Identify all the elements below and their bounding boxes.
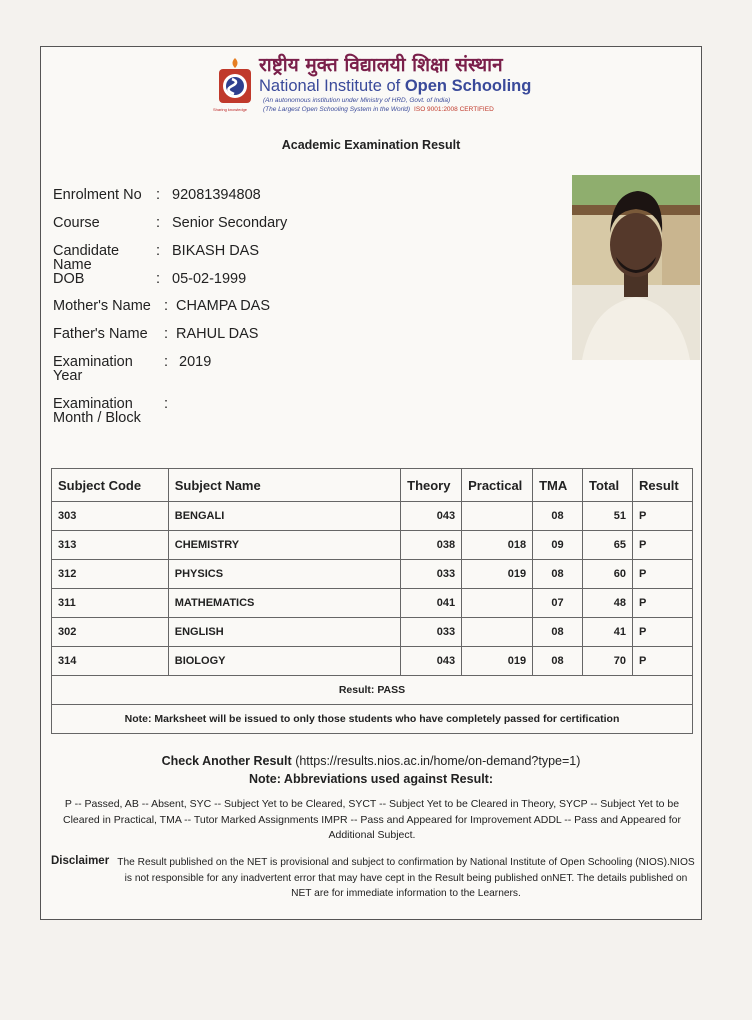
cell-code: 311	[52, 589, 169, 618]
results-table	[51, 468, 693, 734]
cell-tma: 08	[533, 560, 583, 589]
header-result: Result	[632, 469, 692, 502]
info-label: DOB	[53, 271, 85, 287]
cell-total: 51	[583, 502, 633, 531]
cell-total: 41	[583, 618, 633, 647]
info-value: BIKASH DAS	[172, 243, 260, 259]
abbreviation-text: P -- Passed, AB -- Absent, SYC -- Subject Yet to be Cleared, SYCT -- Subject Yet to be Cleared in Theory, SYCP -- Subject Yet to be Cleared in Practical, TMA -- Tutor Marked Assignments IMPR -- Pass and Appeared for Improvement ADDL -- Pass and Appeared for Additional Subject.	[62, 798, 682, 841]
cell-total: 60	[583, 560, 633, 589]
cell-result: P	[632, 647, 692, 676]
result-summary-row	[52, 676, 693, 705]
tagline-2-text: (The Largest Open Schooling System in the World)	[263, 106, 411, 113]
header-subject-name: Subject Name	[168, 469, 400, 502]
cell-name: PHYSICS	[168, 560, 400, 589]
document-title: Academic Examination Result	[281, 138, 461, 152]
english-title-bold: Open Schooling	[404, 77, 532, 95]
cell-tma: 08	[533, 647, 583, 676]
info-value: RAHUL DAS	[176, 326, 259, 342]
cell-name: BENGALI	[168, 502, 400, 531]
info-label: Father's Name	[53, 326, 148, 342]
cell-theory: 043	[401, 502, 462, 531]
cell-theory: 041	[401, 589, 462, 618]
result-sheet: Sharing knowledge राष्ट्रीय मुक्त विद्यालयी शिक्षा संस्थान National Institute of Open Schooling (An autonomous institution under Ministry of HRD, Govt. of India) (The Largest Open Schooling System in the World) ISO 9001:2008 CERTIFIED Academic Examination Result Enrolment No : 92081394808 Course : Senior Secondary Candidate Name : BIKASH DAS DOB : 05-02-1999 Mother's Name : CHAMPA DAS Father's Name : RAHUL DAS Examination Year : 2019 Examination Month / Block : Subject Code Subject Name Theory Practical TMA Total Result 303 BENGALI 043 08 51 P 313 CHEMISTRY 038 018 09 65 P 312 PHYSICS 033 019 08 60 P 311 MATHEMATICS 041 07 48 P 302 ENGLISH 033 08 41 P 314 BIOLOGY 043 019 08 70 P Result: PASS Note: Marksheet will be issued to only those students who have completely passed for certification Check Another Result (https://results.nios.ac.in/home/on-demand?type=1) Note: Abbreviations used against Result: P -- Passed, AB -- Absent, SYC -- Subject Yet to be Cleared, SYCT -- Subject Yet to be Cleared in Theory, SYCP -- Subject Yet to be Cleared in Practical, TMA -- Tutor Marked Assignments IMPR -- Pass and Appeared for Improvement ADDL -- Pass and Appeared for Additional Subject. Disclaimer The Result published on the NET is provisional and subject to confirmation by National Institute of Open Schooling (NIOS).NIOS is not responsible for any inadvertent error that may have cept in the Result being published onNET. The details published on NET are for immediate information to the Learners.	[40, 46, 702, 920]
tagline-2	[263, 106, 494, 113]
info-label: Examination Year	[53, 354, 133, 384]
cell-practical: 019	[462, 647, 533, 676]
cell-practical	[462, 589, 533, 618]
cell-name: MATHEMATICS	[168, 589, 400, 618]
cell-tma: 09	[533, 531, 583, 560]
logo-caption: Sharing knowledge	[213, 107, 248, 112]
info-label: Candidate Name	[53, 243, 120, 273]
header-practical: Practical	[462, 469, 533, 502]
iso-badge: ISO 9001:2008 CERTIFIED	[414, 106, 494, 113]
english-title	[259, 77, 531, 96]
cell-tma: 08	[533, 502, 583, 531]
info-label: Examination Month / Block	[53, 396, 141, 426]
header-tma: TMA	[533, 469, 583, 502]
info-value: 92081394808	[172, 187, 261, 203]
info-label: Mother's Name	[53, 298, 151, 314]
check-another-link[interactable]: (https://results.nios.ac.in/home/on-demand?type=1)	[295, 754, 581, 768]
table-row	[52, 618, 693, 647]
table-header-row	[52, 469, 693, 502]
info-value: Senior Secondary	[172, 215, 288, 231]
info-value: 2019	[179, 354, 212, 370]
check-another-result	[41, 754, 701, 768]
table-row	[52, 531, 693, 560]
cell-name: BIOLOGY	[168, 647, 400, 676]
cell-code: 303	[52, 502, 169, 531]
note-row	[52, 705, 693, 734]
nios-logo-icon	[215, 55, 255, 109]
cell-tma: 08	[533, 618, 583, 647]
cell-total: 65	[583, 531, 633, 560]
cell-theory: 033	[401, 560, 462, 589]
header-subject-code: Subject Code	[52, 469, 169, 502]
info-value: 05-02-1999	[172, 271, 247, 287]
cell-tma: 07	[533, 589, 583, 618]
tagline-1: (An autonomous institution under Ministry of HRD, Govt. of India)	[263, 97, 451, 104]
cell-practical	[462, 618, 533, 647]
info-label: Enrolment No	[53, 187, 142, 203]
cell-result: P	[632, 618, 692, 647]
cell-code: 314	[52, 647, 169, 676]
cell-name: ENGLISH	[168, 618, 400, 647]
cell-name: CHEMISTRY	[168, 531, 400, 560]
table-row	[52, 502, 693, 531]
cell-result: P	[632, 589, 692, 618]
info-value: CHAMPA DAS	[176, 298, 271, 314]
cell-practical	[462, 502, 533, 531]
cell-result: P	[632, 531, 692, 560]
table-row	[52, 589, 693, 618]
cell-theory: 033	[401, 618, 462, 647]
marksheet-note: Note: Marksheet will be issued to only those students who have completely passed for certification	[52, 705, 693, 734]
header-total: Total	[583, 469, 633, 502]
cell-code: 313	[52, 531, 169, 560]
cell-code: 312	[52, 560, 169, 589]
candidate-photo	[572, 175, 700, 360]
cell-code: 302	[52, 618, 169, 647]
cell-total: 70	[583, 647, 633, 676]
cell-result: P	[632, 560, 692, 589]
cell-practical: 018	[462, 531, 533, 560]
table-row	[52, 560, 693, 589]
check-another-label: Check Another Result	[161, 754, 292, 768]
cell-practical: 019	[462, 560, 533, 589]
table-row	[52, 647, 693, 676]
info-label: Course	[53, 215, 100, 231]
cell-theory: 038	[401, 531, 462, 560]
result-summary: Result: PASS	[52, 676, 693, 705]
abbreviation-heading: Note: Abbreviations used against Result:	[248, 772, 494, 786]
cell-theory: 043	[401, 647, 462, 676]
hindi-title: राष्ट्रीय मुक्त विद्यालयी शिक्षा संस्थान	[259, 54, 503, 76]
cell-result: P	[632, 502, 692, 531]
header-theory: Theory	[401, 469, 462, 502]
english-title-plain: National Institute of	[259, 77, 401, 95]
disclaimer-label: Disclaimer	[51, 855, 110, 867]
disclaimer-text: The Result published on the NET is provisional and subject to confirmation by National Institute of Open Schooling (NIOS).NIOS is not responsible for any inadvertent error that may have cept in the Result being published onNET. The details published on NET are for immediate information to the Learners.	[117, 857, 695, 899]
cell-total: 48	[583, 589, 633, 618]
